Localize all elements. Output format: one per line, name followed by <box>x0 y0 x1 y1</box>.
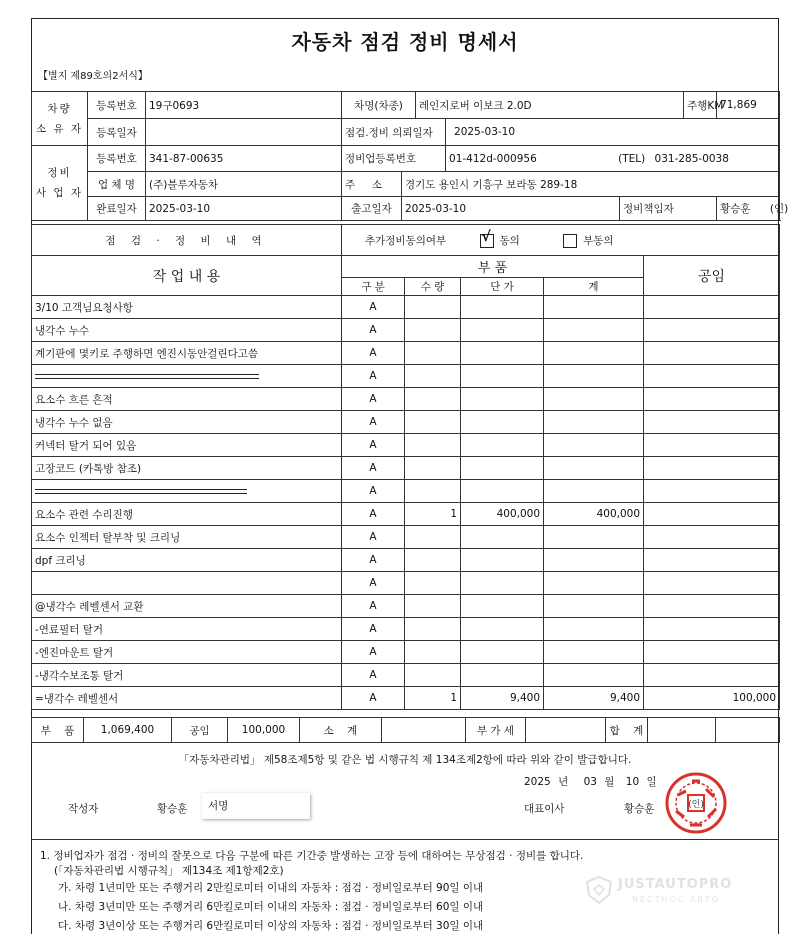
table-row <box>32 480 780 503</box>
table-row <box>32 618 780 641</box>
table-row <box>32 457 780 480</box>
mileage-label: 주행KM <box>684 92 717 119</box>
grand-total-extra <box>716 718 780 743</box>
work-description: @냉각수 레벨센서 교환 <box>32 595 342 618</box>
work-description: 고장코드 (카톡방 참조) <box>32 457 342 480</box>
labor-cost <box>644 641 780 664</box>
part-total <box>544 526 644 549</box>
total-header: 계 <box>544 278 644 296</box>
legal-statement: 「자동차관리법」 제58조제5항 및 같은 법 시행규칙 제 134조제2항에 따라 위와 같이 발급합니다. <box>178 754 632 766</box>
part-qty <box>405 411 461 434</box>
part-total <box>544 664 644 687</box>
part-kind: A <box>342 687 405 710</box>
labor-cost <box>644 365 780 388</box>
part-kind: A <box>342 595 405 618</box>
part-kind: A <box>342 457 405 480</box>
parts-header: 부 품 <box>342 256 644 278</box>
part-unit-price <box>461 595 544 618</box>
labor-header: 공임 <box>644 256 780 296</box>
manager-seal: (인) <box>769 203 788 215</box>
part-total <box>544 549 644 572</box>
table-row <box>32 595 780 618</box>
address: 경기도 용인시 기흥구 보라동 289-18 <box>402 172 780 197</box>
owner-reg-date <box>146 119 342 146</box>
labor-cost <box>644 526 780 549</box>
owner-reg-date-label: 등록일자 <box>88 119 146 146</box>
mileage-value: 71,869 <box>717 92 780 119</box>
issue-year-label: 년 <box>558 776 569 788</box>
part-qty <box>405 388 461 411</box>
address-label: 주 소 <box>342 172 402 197</box>
part-qty <box>405 664 461 687</box>
work-description: 냉각수 누수 없음 <box>32 411 342 434</box>
work-description <box>32 572 342 595</box>
labor-cost <box>644 411 780 434</box>
labor-cost <box>644 434 780 457</box>
part-qty <box>405 457 461 480</box>
part-qty <box>405 480 461 503</box>
part-unit-price <box>461 457 544 480</box>
labor-cost <box>644 572 780 595</box>
part-kind: A <box>342 388 405 411</box>
subtotal-label: 소 계 <box>300 718 382 743</box>
part-kind: A <box>342 664 405 687</box>
table-row <box>32 365 780 388</box>
part-total <box>544 342 644 365</box>
vat-label: 부 가 세 <box>466 718 526 743</box>
model-label: 차명(차종) <box>342 92 416 119</box>
part-kind: A <box>342 549 405 572</box>
shop-section-text: 정비 사 업 자 <box>35 167 84 199</box>
part-qty <box>405 319 461 342</box>
table-row <box>32 434 780 457</box>
labor-cost <box>644 618 780 641</box>
biz-no-cell <box>446 146 780 172</box>
warranty-notice-1: 1. 정비업자가 점검 · 정비의 잘못으로 다음 구분에 따른 기간중 발생하는 고장 등에 대하여는 무상점검 · 정비를 합니다. <box>40 850 584 862</box>
part-unit-price: 400,000 <box>461 503 544 526</box>
form-number: 【별지 제89호의2서식】 <box>38 71 148 82</box>
warranty-item-c: 다. 차령 3년이상 또는 주행거리 6만킬로미터 이상의 자동차 : 점검 · 정비일로부터 30일 이내 <box>58 920 484 932</box>
warranty-item-a: 가. 차령 1년미만 또는 주행거리 2만킬로미터 이내의 자동차 : 점검 · 정비일로부터 90일 이내 <box>58 882 484 894</box>
double-line-divider <box>35 374 259 379</box>
table-row <box>32 503 780 526</box>
request-date: 2025-03-10 <box>446 119 780 146</box>
work-description: -냉각수보조통 탈거 <box>32 664 342 687</box>
table-row <box>32 641 780 664</box>
parts-total-label: 부 품 <box>32 718 84 743</box>
biz-no: 01-412d-000956 <box>449 152 537 165</box>
tel-label: (TEL) <box>618 152 646 165</box>
work-description: -연료필터 탈거 <box>32 618 342 641</box>
part-total: 9,400 <box>544 687 644 710</box>
owner-reg-no: 19구0693 <box>146 92 342 119</box>
part-qty <box>405 526 461 549</box>
work-table <box>31 255 780 710</box>
part-unit-price <box>461 296 544 319</box>
work-rows <box>32 296 780 710</box>
labor-cost <box>644 664 780 687</box>
shop-section-label <box>32 146 88 221</box>
unit-header: 단 가 <box>461 278 544 296</box>
manager: 황승훈 <box>720 203 751 215</box>
company: (주)블루자동차 <box>146 172 342 197</box>
consent-label: 추가정비동의여부 <box>365 234 447 247</box>
part-unit-price <box>461 411 544 434</box>
labor-cost <box>644 503 780 526</box>
biz-no-label: 정비업등록번호 <box>342 146 446 172</box>
done-date-label: 완료일자 <box>88 197 146 221</box>
owner-section-label <box>32 92 88 146</box>
part-kind: A <box>342 572 405 595</box>
work-description: 냉각수 누수 <box>32 319 342 342</box>
work-description <box>32 365 342 388</box>
table-row <box>32 388 780 411</box>
watermark-line2: NECTHOC ABTO <box>632 895 721 904</box>
part-unit-price <box>461 434 544 457</box>
work-description: 3/10 고객님요청사항 <box>32 296 342 319</box>
warranty-notice-2: (「자동차관리법 시행규칙」 제134조 제1항제2호) <box>54 865 284 877</box>
table-row <box>32 664 780 687</box>
part-unit-price <box>461 480 544 503</box>
issue-day: 10 <box>625 776 640 788</box>
agree-option[interactable] <box>480 228 524 247</box>
grand-label: 합 계 <box>606 718 648 743</box>
watermark <box>584 871 770 911</box>
part-kind: A <box>342 434 405 457</box>
shield-logo-icon <box>584 875 614 905</box>
work-header: 작 업 내 용 <box>32 256 342 296</box>
grand-total <box>648 718 716 743</box>
table-row <box>32 549 780 572</box>
labor-cost: 100,000 <box>644 687 780 710</box>
table-row <box>32 572 780 595</box>
part-unit-price <box>461 365 544 388</box>
part-kind: A <box>342 480 405 503</box>
part-total <box>544 595 644 618</box>
part-qty <box>405 342 461 365</box>
work-description: 요소수 인젝터 탈부착 및 크리닝 <box>32 526 342 549</box>
kind-header: 구 분 <box>342 278 405 296</box>
totals-table <box>31 717 780 743</box>
part-total <box>544 411 644 434</box>
part-qty <box>405 434 461 457</box>
header-table <box>31 91 788 221</box>
agree-label: 동의 <box>499 234 520 247</box>
disagree-checkbox[interactable] <box>563 234 577 248</box>
issue-month-label: 월 <box>604 776 615 788</box>
part-unit-price <box>461 342 544 365</box>
labor-cost <box>644 457 780 480</box>
subtotal <box>382 718 466 743</box>
part-unit-price <box>461 572 544 595</box>
part-unit-price <box>461 319 544 342</box>
part-qty: 1 <box>405 687 461 710</box>
part-total <box>544 572 644 595</box>
out-date-label: 출고일자 <box>342 197 402 221</box>
work-description <box>32 480 342 503</box>
issue-year: 2025 <box>524 776 551 788</box>
details-heading: 점 검 · 정 비 내 역 <box>32 225 342 256</box>
labor-cost <box>644 319 780 342</box>
disagree-option[interactable] <box>563 235 613 247</box>
table-row <box>32 687 780 710</box>
part-kind: A <box>342 526 405 549</box>
part-total <box>544 388 644 411</box>
labor-total: 100,000 <box>228 718 300 743</box>
manager-cell <box>717 197 788 221</box>
disagree-label: 부동의 <box>583 234 614 247</box>
part-unit-price <box>461 641 544 664</box>
part-kind: A <box>342 342 405 365</box>
table-row <box>32 411 780 434</box>
work-description: 요소수 관련 수리진행 <box>32 503 342 526</box>
issue-day-label: 일 <box>646 776 657 788</box>
document-title: 자동차 점검 정비 명세서 <box>291 30 519 54</box>
work-description: dpf 크리닝 <box>32 549 342 572</box>
qty-header: 수 량 <box>405 278 461 296</box>
part-qty <box>405 365 461 388</box>
details-heading-table <box>31 224 780 256</box>
issue-month: 03 <box>583 776 597 788</box>
representative-label: 대표이사 <box>524 803 565 815</box>
statement-page <box>31 18 788 934</box>
part-unit-price <box>461 618 544 641</box>
part-total <box>544 618 644 641</box>
done-date: 2025-03-10 <box>146 197 342 221</box>
labor-cost <box>644 296 780 319</box>
tel: 031-285-0038 <box>654 152 729 165</box>
part-unit-price <box>461 388 544 411</box>
vat <box>526 718 606 743</box>
part-qty <box>405 572 461 595</box>
seal-text: (인) <box>688 800 704 810</box>
part-total <box>544 434 644 457</box>
part-kind: A <box>342 503 405 526</box>
check-mark-icon: √ <box>481 228 491 245</box>
representative-name: 황승훈 <box>624 803 655 815</box>
part-total <box>544 365 644 388</box>
labor-cost <box>644 388 780 411</box>
part-unit-price <box>461 549 544 572</box>
part-kind: A <box>342 296 405 319</box>
part-unit-price: 9,400 <box>461 687 544 710</box>
work-description: 요소수 흐른 흔적 <box>32 388 342 411</box>
part-qty <box>405 641 461 664</box>
manager-label: 정비책임자 <box>620 197 717 221</box>
part-kind: A <box>342 618 405 641</box>
warranty-item-b: 나. 차령 3년미만 또는 주행거리 6만킬로미터 이내의 자동차 : 점검 · 정비일로부터 60일 이내 <box>58 901 484 913</box>
part-qty <box>405 296 461 319</box>
labor-total-label: 공임 <box>172 718 228 743</box>
work-description: =냉각수 레벨센서 <box>32 687 342 710</box>
work-description: -엔진마운트 탈거 <box>32 641 342 664</box>
signature-field[interactable]: 서명 <box>202 793 310 819</box>
part-total: 400,000 <box>544 503 644 526</box>
company-label: 업 체 명 <box>88 172 146 197</box>
model-value: 레인지로버 이보크 2.0D <box>416 92 684 119</box>
out-date: 2025-03-10 <box>402 197 620 221</box>
labor-cost <box>644 549 780 572</box>
part-kind: A <box>342 319 405 342</box>
parts-total: 1,069,400 <box>84 718 172 743</box>
work-description: 계기판에 몇키로 주행하면 엔진시동안걸린다고씀 <box>32 342 342 365</box>
labor-cost <box>644 480 780 503</box>
double-line-divider <box>35 489 247 494</box>
shop-reg-no-label: 등록번호 <box>88 146 146 172</box>
notice-divider <box>32 839 778 840</box>
consent-cell <box>342 225 780 256</box>
watermark-line1: JUSTAUTOPRO <box>618 877 733 892</box>
labor-cost <box>644 342 780 365</box>
part-qty <box>405 618 461 641</box>
table-row <box>32 342 780 365</box>
company-seal-stamp <box>664 771 728 835</box>
request-date-label: 점검.정비 의뢰일자 <box>342 119 446 146</box>
table-row <box>32 296 780 319</box>
owner-reg-no-label: 등록번호 <box>88 92 146 119</box>
agree-checkbox[interactable] <box>480 228 494 248</box>
part-kind: A <box>342 641 405 664</box>
part-unit-price <box>461 664 544 687</box>
author-label: 작성자 <box>68 803 99 815</box>
part-qty <box>405 549 461 572</box>
table-row <box>32 319 780 342</box>
issue-date <box>524 774 657 789</box>
part-total <box>544 457 644 480</box>
part-total <box>544 480 644 503</box>
owner-section-text: 차량 소 유 자 <box>35 102 84 135</box>
labor-cost <box>644 595 780 618</box>
table-row <box>32 526 780 549</box>
shop-reg-no: 341-87-00635 <box>146 146 342 172</box>
part-qty: 1 <box>405 503 461 526</box>
part-total <box>544 296 644 319</box>
part-kind: A <box>342 365 405 388</box>
part-total <box>544 641 644 664</box>
part-kind: A <box>342 411 405 434</box>
part-total <box>544 319 644 342</box>
work-description: 커넥터 탈거 되어 있음 <box>32 434 342 457</box>
author-name: 황승훈 <box>157 803 188 815</box>
part-unit-price <box>461 526 544 549</box>
part-qty <box>405 595 461 618</box>
